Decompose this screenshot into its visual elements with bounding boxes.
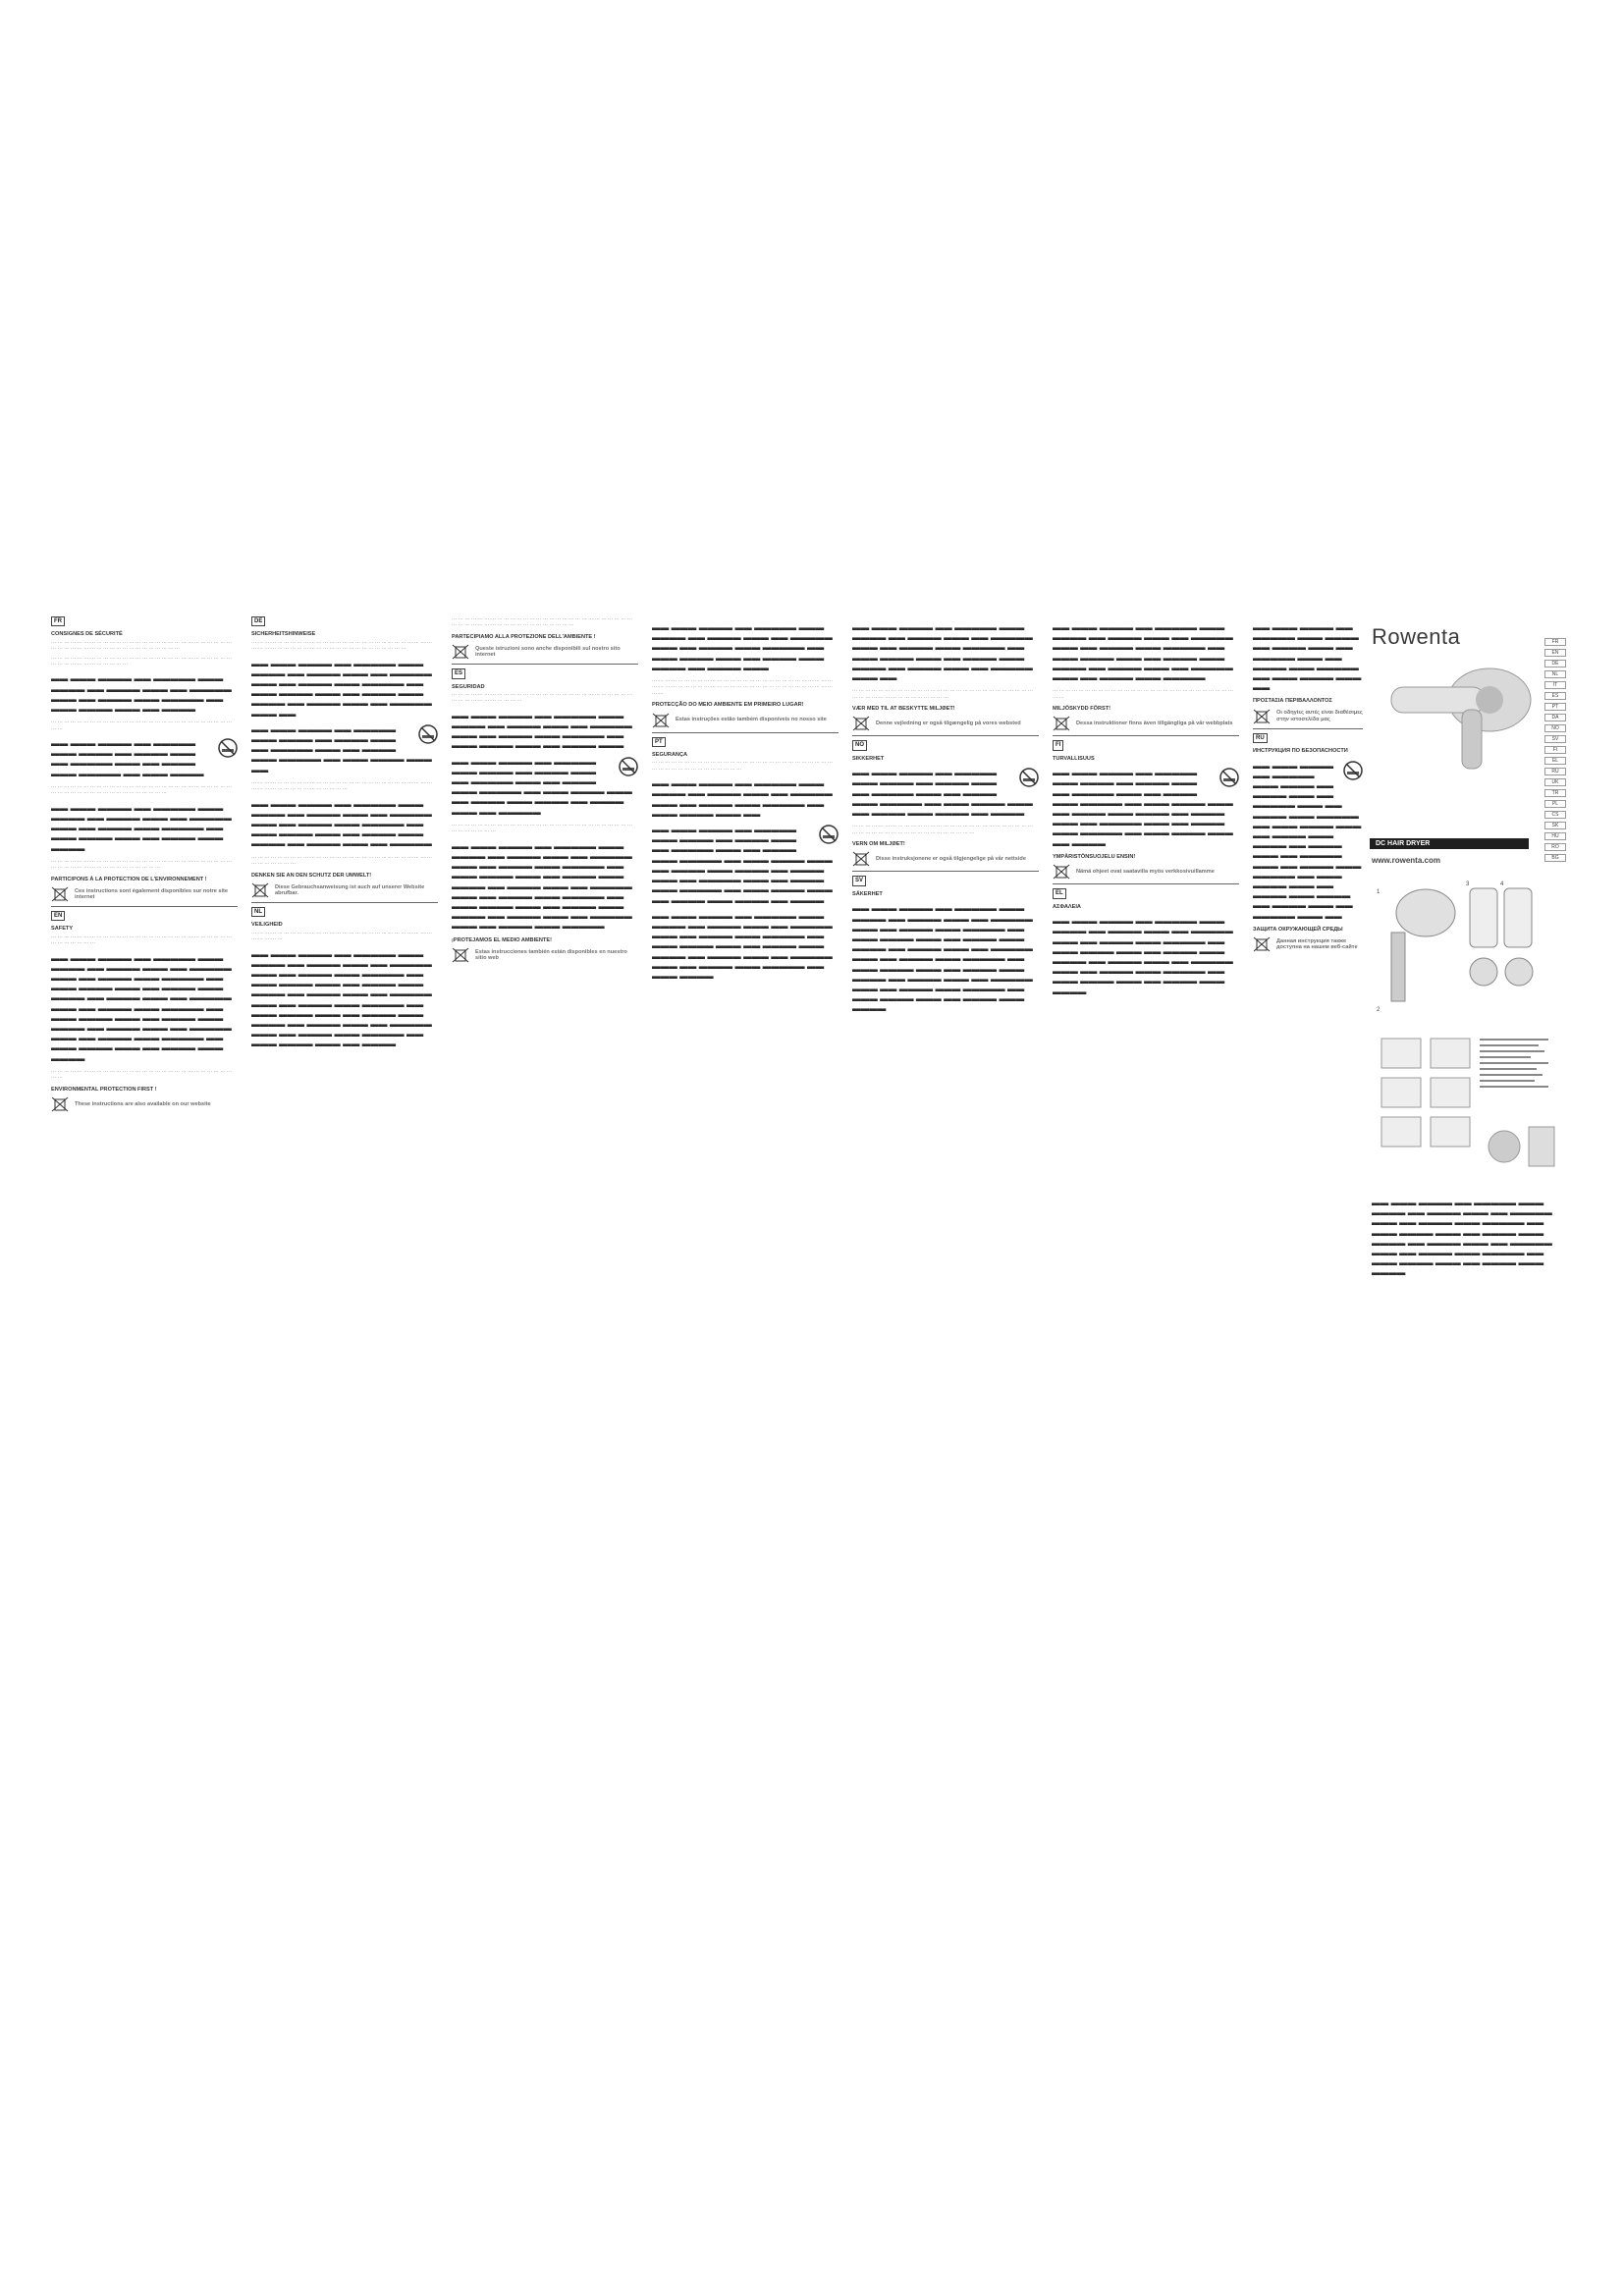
no-bath-icon [1343, 761, 1363, 780]
paragraph: ··· ··· ··· ··· ··· ··· ··· ··· ··· ··· ··· ··· ··· ··· ··· ··· ··· ··· ··· ··· ··· ··· ··· ··· ··· ··· ··· ··· ··· ··· ··· ··· ··· ··· ··· ··· ··· ··· ··· ··· ··· ··· ··· [251, 779, 433, 793]
brand-logo: Rowenta [1372, 624, 1461, 649]
paragraph: ··· ··· ··· ··· ··· ··· ··· ··· ··· ··· ··· ··· ··· ··· ··· ··· ··· ··· ··· ··· ··· ··· ··· ··· ··· ··· ··· ··· ··· ··· ··· ··· ··· ··· ··· ··· ··· ··· ··· ··· ··· ··· ··· ··· ··· [51, 858, 233, 872]
section-title: SEGURIDAD [452, 683, 485, 690]
language-flag: NO [852, 740, 867, 750]
cover-text [1372, 1192, 1568, 1284]
divider [251, 902, 438, 903]
column-header [251, 616, 438, 626]
crossed-bin-icon [852, 851, 870, 867]
highlight-paragraph: ▬▬ ▬▬▬ ▬▬▬▬ ▬▬ ▬▬▬▬▬ ▬▬▬ ▬▬▬▬ ▬▬ ▬▬▬▬ ▬▬▬ ▬▬ ▬▬▬▬▬ ▬▬▬ ▬▬ ▬▬▬▬ ▬▬▬ ▬▬▬▬▬ ▬▬ ▬▬▬ ▬▬▬▬ ▬▬▬ ▬▬ ▬▬▬▬ ▬▬▬ ▬▬▬▬ ▬▬ ▬▬▬▬ ▬▬▬ ▬▬ ▬▬▬▬▬ ▬▬▬ ▬▬ ▬▬▬▬ ▬▬▬ ▬▬▬▬▬ ▬▬ ▬▬▬ ▬▬▬▬ ▬▬▬ ▬▬ ▬▬▬▬ ▬▬▬ ▬▬▬▬ [1372, 1198, 1552, 1278]
highlight-paragraph: ▬▬ ▬▬▬ ▬▬▬▬ ▬▬ ▬▬▬▬▬ ▬▬▬ ▬▬▬▬ ▬▬ ▬▬▬▬ ▬▬▬ ▬▬ ▬▬▬▬▬ ▬▬▬ ▬▬ ▬▬▬▬ ▬▬▬ ▬▬▬▬▬ ▬▬ ▬▬▬ ▬▬▬▬ ▬▬▬ ▬▬ [1253, 622, 1362, 693]
language-flag: EL [1053, 888, 1066, 898]
section-title: DENKEN SIE AN DEN SCHUTZ DER UMWELT! [251, 872, 372, 879]
paragraph: ··· ··· ··· ··· ··· ··· ··· ··· ··· ··· ··· ··· ··· ··· ··· ··· ··· ··· ··· ··· ··· ··· ··· ··· ··· ··· ··· ··· ··· ··· ··· ··· ··· ··· ··· [51, 934, 233, 947]
part-number: 2 [1377, 1007, 1380, 1013]
weee-row [852, 851, 1039, 867]
language-flag: EN [51, 911, 65, 921]
lang-tab: IT [1544, 681, 1566, 689]
paragraph: ··· ··· ··· ··· ··· ··· ··· ··· ··· ··· ··· ··· ··· ··· ··· ··· ··· ··· ··· ··· ··· ··· ··· ··· ··· ··· ··· ··· ··· ··· ··· ··· ··· ··· ··· [452, 822, 633, 835]
crossed-bin-icon [1053, 716, 1070, 731]
paragraph: ··· ··· ··· ··· ··· ··· ··· ··· ··· ··· ··· ··· ··· ··· ··· ··· ··· ··· ··· ··· ··· ··· ··· ··· ··· ··· ··· ··· ··· ··· ··· ··· ··· ··· ··· ··· ··· ··· ··· [452, 692, 633, 705]
highlight-paragraph: ▬▬ ▬▬▬ ▬▬▬▬ ▬▬ ▬▬▬▬▬ ▬▬▬ ▬▬▬▬ ▬▬ ▬▬▬▬ ▬▬▬ ▬▬ ▬▬▬▬▬ ▬▬▬ ▬▬ ▬▬▬▬ ▬▬▬ ▬▬▬▬▬ ▬▬ ▬▬▬ ▬▬▬▬ ▬▬▬ ▬▬ ▬▬▬▬ ▬▬▬ ▬▬▬▬ ▬▬ ▬▬▬▬ ▬▬▬ ▬▬ ▬▬▬▬▬ [251, 798, 432, 849]
weee-row [1253, 709, 1363, 724]
divider [51, 906, 238, 907]
lang-tab: CS [1544, 811, 1566, 819]
lang-tab: EL [1544, 757, 1566, 765]
section-title: ΠΡΟΣΤΑΣΙΑ ΠΕΡΙΒΑΛΛΟΝΤΟΣ [1253, 698, 1332, 705]
weee-row [452, 947, 638, 963]
lang-tab: TR [1544, 789, 1566, 797]
crossed-bin-icon [452, 947, 469, 963]
lang-tab: BG [1544, 854, 1566, 862]
divider [652, 732, 839, 733]
column-fi-el [1053, 616, 1239, 1679]
paragraph: ··· ··· ··· ··· ··· ··· ··· ··· ··· ··· ··· ··· ··· ··· ··· ··· ··· ··· ··· ··· ··· ··· ··· ··· ··· ··· ··· ··· ··· ··· ··· ··· ··· ··· ··· ··· ··· ··· ··· ··· [51, 655, 233, 668]
weee-row [1253, 936, 1363, 952]
part-number: 3 [1466, 881, 1470, 887]
section-title: VÆR MED TIL AT BESKYTTE MILJØET! [852, 706, 955, 713]
language-flag: FR [51, 616, 65, 626]
language-flag: PT [652, 737, 666, 747]
weee-row [251, 882, 438, 898]
column-header [1053, 740, 1239, 750]
highlight-paragraph: ▬▬ ▬▬▬ ▬▬▬▬ ▬▬ ▬▬▬▬▬ ▬▬▬ ▬▬▬▬ ▬▬ ▬▬▬▬ ▬▬▬ ▬▬ ▬▬▬▬▬ ▬▬▬ ▬▬ ▬▬▬▬ ▬▬▬ ▬▬▬▬▬ ▬▬ ▬▬▬ ▬▬▬▬ ▬▬▬ ▬▬ ▬▬▬▬ ▬▬▬ ▬▬▬▬ ▬▬ ▬▬▬▬ ▬▬▬ ▬▬ ▬▬▬▬▬ ▬▬▬ ▬▬ ▬▬▬▬ ▬▬▬ ▬▬▬▬▬ ▬▬ ▬▬▬ ▬▬▬▬ ▬▬▬ ▬▬ ▬▬▬▬ ▬▬▬ ▬▬▬▬ ▬▬ ▬▬▬▬ ▬▬▬ ▬▬ ▬▬▬▬▬ ▬▬▬ ▬▬ ▬▬▬▬ ▬▬▬ ▬▬▬▬▬ [452, 840, 632, 932]
lang-tab: HU [1544, 832, 1566, 840]
section-title: MILJÖSKYDD FÖRST! [1053, 706, 1111, 713]
highlight-paragraph: ▬▬ ▬▬▬ ▬▬▬▬ ▬▬ ▬▬▬▬▬ ▬▬▬ ▬▬▬▬ ▬▬ ▬▬▬▬ ▬▬▬ ▬▬ ▬▬▬▬▬ ▬▬▬ ▬▬ ▬▬▬▬ ▬▬▬ ▬▬▬▬▬ ▬▬ ▬▬▬ ▬▬▬▬ ▬▬▬ ▬▬ ▬▬▬▬ ▬▬▬ ▬▬▬▬ ▬▬ ▬▬▬▬ ▬▬▬ ▬▬ ▬▬▬▬▬ ▬▬▬ ▬▬ ▬▬▬▬ ▬▬▬ ▬▬▬▬▬ [1053, 622, 1233, 683]
weee-text: Nämä ohjeet ovat saatavilla myös verkkosivuillamme [1076, 869, 1215, 876]
language-flag: SV [852, 876, 866, 885]
section-title: SIKKERHET [852, 755, 885, 762]
leaflet-sheet [51, 616, 1571, 1679]
highlight-paragraph: ▬▬ ▬▬▬ ▬▬▬▬ ▬▬ ▬▬▬▬▬ ▬▬▬ ▬▬▬▬ ▬▬ ▬▬▬▬ ▬▬▬ ▬▬ ▬▬▬▬▬ ▬▬▬ ▬▬ ▬▬▬▬ ▬▬▬ ▬▬▬▬▬ ▬▬ ▬▬▬ ▬▬▬▬ ▬▬▬ ▬▬ ▬▬▬▬ ▬▬▬ [452, 710, 632, 751]
highlight-paragraph: ▬▬ ▬▬▬ ▬▬▬▬ ▬▬ ▬▬▬▬▬ ▬▬▬ ▬▬▬▬ ▬▬ ▬▬▬▬ ▬▬▬ ▬▬ ▬▬▬▬▬ ▬▬▬ ▬▬ ▬▬▬▬ ▬▬▬ ▬▬▬▬▬ ▬▬ ▬▬▬ ▬▬▬▬ ▬▬▬ ▬▬ ▬▬▬▬ ▬▬▬ ▬▬▬▬ ▬▬ ▬▬▬▬ ▬▬▬ ▬▬ ▬▬▬▬▬ ▬▬▬ ▬▬ ▬▬▬▬ ▬▬▬ ▬▬▬▬▬ ▬▬ ▬▬▬ ▬▬▬▬ [652, 910, 833, 981]
weee-text: Estas instrucciones también están disponibles en nuestro sitio web [475, 948, 627, 961]
column-header [452, 668, 638, 678]
lang-tab: SK [1544, 822, 1566, 829]
weee-row [652, 713, 839, 728]
language-flag: DE [251, 616, 265, 626]
lang-tab: FR [1544, 638, 1566, 646]
weee-text: Dessa instruktioner finns även tillgängliga på vår webbplats [1076, 721, 1233, 727]
weee-text: Ces instructions sont également disponibles sur notre site internet [75, 887, 229, 900]
website-url: www.rowenta.com [1372, 856, 1440, 865]
weee-row [51, 1096, 238, 1112]
section-title: SEGURANÇA [652, 752, 688, 759]
no-bath-icon [819, 825, 839, 844]
crossed-bin-icon [652, 713, 670, 728]
highlight-paragraph: ▬▬ ▬▬▬ ▬▬▬▬ ▬▬ ▬▬▬▬▬ ▬▬▬ ▬▬▬▬ ▬▬ ▬▬▬▬ ▬▬▬ ▬▬ ▬▬▬▬▬ ▬▬▬ ▬▬ ▬▬▬▬ ▬▬▬ ▬▬▬▬▬ ▬▬ ▬▬▬ ▬▬▬▬ ▬▬▬ ▬▬ [652, 778, 833, 819]
divider [1053, 883, 1239, 884]
language-flag: RU [1253, 733, 1268, 743]
no-bath-icon [418, 724, 438, 744]
part-number: 1 [1377, 889, 1380, 895]
paragraph: ··· ··· ··· ··· ··· ··· ··· ··· ··· ··· ··· ··· ··· ··· ··· ··· ··· ··· ··· ··· ··· ··· ··· ··· ··· ··· ··· ··· ··· ··· [51, 720, 233, 732]
no-bath-icon [218, 738, 238, 758]
weee-text: These instructions are also available on our website [75, 1100, 211, 1107]
crossed-bin-icon [51, 886, 69, 902]
column-header [1253, 733, 1363, 743]
highlight-paragraph: ▬▬ ▬▬▬ ▬▬▬▬ ▬▬ ▬▬▬▬▬ ▬▬▬ ▬▬▬▬ ▬▬ ▬▬▬▬ ▬▬▬ ▬▬ ▬▬▬▬▬ ▬▬▬ ▬▬ ▬▬▬▬ ▬▬▬ ▬▬▬▬▬ ▬▬ ▬▬▬ ▬▬▬▬ ▬▬▬ ▬▬ ▬▬▬▬ ▬▬▬ ▬▬▬▬ ▬▬ ▬▬▬▬ ▬▬▬ [652, 622, 833, 672]
section-title: PROTECÇÃO DO MEIO AMBIENTE EM PRIMEIRO LUGAR! [652, 702, 804, 709]
highlight-paragraph: ▬▬ ▬▬▬ ▬▬▬▬ ▬▬ ▬▬▬▬▬ ▬▬▬ ▬▬▬▬ ▬▬ ▬▬▬▬ ▬▬▬ ▬▬ ▬▬▬▬▬ ▬▬▬ ▬▬ ▬▬▬▬ ▬▬▬ ▬▬▬▬▬ ▬▬ ▬▬▬ ▬▬▬▬ ▬▬▬ ▬▬ [251, 724, 438, 774]
language-flag: ES [452, 668, 465, 678]
highlight-paragraph: ▬▬ ▬▬▬ ▬▬▬▬ ▬▬ ▬▬▬▬▬ ▬▬▬ ▬▬▬▬ ▬▬ ▬▬▬▬ ▬▬▬ ▬▬ ▬▬▬▬▬ ▬▬▬ ▬▬ ▬▬▬▬ ▬▬▬ ▬▬▬▬▬ ▬▬ ▬▬▬ ▬▬▬▬ ▬▬▬ ▬▬ ▬▬▬▬ ▬▬▬ ▬▬▬▬ ▬▬ ▬▬▬▬ [852, 768, 1039, 818]
weee-text: Diese Gebrauchsanweisung ist auch auf unserer Website abrufbar. [275, 883, 425, 896]
column-header [852, 876, 1039, 885]
highlight-paragraph: ▬▬ ▬▬▬ ▬▬▬▬ ▬▬ ▬▬▬▬▬ ▬▬▬ ▬▬▬▬ ▬▬ ▬▬▬▬ ▬▬▬ ▬▬ ▬▬▬▬▬ ▬▬▬ ▬▬ ▬▬▬▬ ▬▬▬ ▬▬▬▬▬ ▬▬ ▬▬▬ ▬▬▬▬ ▬▬▬ ▬▬ ▬▬▬▬ ▬▬▬ ▬▬▬▬ ▬▬ ▬▬▬▬ ▬▬▬ ▬▬ ▬▬▬▬▬ ▬▬▬ ▬▬ ▬▬▬▬ ▬▬▬ ▬▬▬▬▬ ▬▬ ▬▬▬ ▬▬▬▬ ▬▬▬ ▬▬ ▬▬▬▬ ▬▬▬ ▬▬▬▬ ▬▬ ▬▬▬▬ ▬▬▬ ▬▬ ▬▬▬▬▬ ▬▬▬ ▬▬ ▬▬▬▬ ▬▬▬ ▬▬▬▬▬ ▬▬ ▬▬▬ ▬▬▬▬ ▬▬▬ ▬▬ ▬▬▬▬ ▬▬▬ ▬▬▬▬ [51, 952, 232, 1063]
paragraph: ··· ··· ··· ··· ··· ··· ··· ··· ··· ··· ··· ··· ··· ··· ··· ··· ··· ··· ··· ··· ··· ··· ··· ··· ··· ··· ··· ··· ··· ··· [1053, 688, 1234, 701]
part-number: 4 [1500, 881, 1504, 887]
crossed-bin-icon [251, 882, 269, 898]
paragraph: ··· ··· ··· ··· ··· ··· ··· ··· ··· ··· ··· ··· ··· ··· ··· ··· ··· ··· ··· ··· ··· ··· ··· ··· ··· ··· ··· ··· ··· ··· ··· ··· ··· ··· ··· ··· ··· ··· ··· ··· ··· ··· ··· ··· ··· ··· ··· ··· ··· ··· ··· ··· ··· ··· ··· ··· ··· ··· [652, 678, 834, 697]
paragraph: ··· ··· ··· ··· ··· ··· ··· ··· ··· ··· ··· ··· ··· ··· ··· ··· ··· ··· ··· ··· ··· ··· ··· ··· ··· ··· ··· ··· ··· ··· ··· ··· ··· ··· ··· [251, 854, 433, 868]
weee-text: Estas instruções estão também disponíveis no nosso site [676, 717, 827, 723]
section-title: ΑΣΦΑΛΕΙΑ [1053, 903, 1081, 910]
product-name-bar: DC HAIR DRYER [1370, 838, 1529, 849]
column-header [852, 740, 1039, 750]
crossed-bin-icon [452, 644, 469, 660]
divider [1253, 728, 1363, 729]
lang-tab: UK [1544, 778, 1566, 786]
no-bath-icon [619, 757, 638, 776]
column-header [51, 616, 238, 626]
section-title: CONSIGNES DE SÉCURITÉ [51, 631, 123, 638]
highlight-paragraph: ▬▬ ▬▬▬ ▬▬▬▬ ▬▬ ▬▬▬▬▬ ▬▬▬ ▬▬▬▬ ▬▬ ▬▬▬▬ ▬▬▬ ▬▬ ▬▬▬▬▬ ▬▬▬ ▬▬ ▬▬▬▬ ▬▬▬ ▬▬▬▬▬ ▬▬ ▬▬▬ ▬▬▬▬ ▬▬▬ ▬▬ ▬▬▬▬ ▬▬▬ ▬▬▬▬ ▬▬ ▬▬▬▬ ▬▬▬ ▬▬ ▬▬▬▬▬ ▬▬▬ ▬▬ ▬▬▬▬ ▬▬▬ ▬▬▬▬▬ ▬▬ ▬▬▬ ▬▬▬▬ ▬▬▬ ▬▬ ▬▬▬▬ ▬▬▬ ▬▬▬▬ [1053, 916, 1233, 996]
highlight-paragraph: ▬▬ ▬▬▬ ▬▬▬▬ ▬▬ ▬▬▬▬▬ ▬▬▬ ▬▬▬▬ ▬▬ ▬▬▬▬ ▬▬▬ ▬▬ ▬▬▬▬▬ ▬▬▬ ▬▬ ▬▬▬▬ ▬▬▬ ▬▬▬▬▬ ▬▬ ▬▬▬ ▬▬▬▬ ▬▬▬ ▬▬ ▬▬▬▬ ▬▬▬ ▬▬▬▬ [51, 802, 232, 853]
column-header [251, 907, 438, 917]
highlight-paragraph: ▬▬ ▬▬▬ ▬▬▬▬ ▬▬ ▬▬▬▬▬ ▬▬▬ ▬▬▬▬ ▬▬ ▬▬▬▬ ▬▬▬ ▬▬ ▬▬▬▬▬ ▬▬▬ ▬▬ ▬▬▬▬ ▬▬▬ ▬▬▬▬▬ ▬▬ ▬▬▬ ▬▬▬▬ ▬▬▬ ▬▬ ▬▬▬▬ ▬▬▬ ▬▬▬▬ ▬▬ ▬▬▬▬ ▬▬▬ ▬▬ ▬▬▬▬▬ ▬▬▬ ▬▬ ▬▬▬▬ ▬▬▬ ▬▬▬▬▬ ▬▬ ▬▬▬ ▬▬▬▬ ▬▬▬ ▬▬ ▬▬▬▬ ▬▬▬ ▬▬▬▬ ▬▬ ▬▬▬▬ ▬▬▬ ▬▬ ▬▬▬▬▬ ▬▬▬ ▬▬ ▬▬▬▬ ▬▬▬ ▬▬▬▬▬ ▬▬ ▬▬▬ ▬▬▬▬ ▬▬▬ ▬▬ ▬▬▬▬ [251, 948, 432, 1049]
section-title: VERN OM MILJØET! [852, 841, 905, 848]
weee-row [1053, 864, 1239, 880]
highlight-paragraph: ▬▬ ▬▬▬ ▬▬▬▬ ▬▬ ▬▬▬▬▬ ▬▬▬ ▬▬▬▬ ▬▬ ▬▬▬▬ ▬▬▬ ▬▬ ▬▬▬▬▬ ▬▬▬ ▬▬ ▬▬▬▬ ▬▬▬ ▬▬▬▬▬ ▬▬ ▬▬▬ ▬▬▬▬ ▬▬▬ ▬▬ ▬▬▬▬ ▬▬▬ ▬▬▬▬ ▬▬ ▬▬▬▬ ▬▬▬ ▬▬ ▬▬▬▬▬ ▬▬▬ ▬▬ [852, 622, 1033, 683]
section-title: ЗАЩИТА ОКРУЖАЮЩЕЙ СРЕДЫ [1253, 926, 1343, 933]
paragraph: ··· ··· ··· ··· ··· ··· ··· ··· ··· ··· ··· ··· ··· ··· ··· ··· ··· ··· ··· ··· ··· ··· ··· ··· ··· ··· ··· ··· ··· ··· [51, 1068, 233, 1082]
weee-row [1053, 716, 1239, 731]
no-bath-icon [1019, 768, 1039, 787]
crossed-bin-icon [1253, 936, 1271, 952]
lang-tab: RO [1544, 843, 1566, 851]
language-tabs [1544, 638, 1566, 865]
highlight-paragraph: ▬▬ ▬▬▬ ▬▬▬▬ ▬▬ ▬▬▬▬▬ ▬▬▬ ▬▬▬▬ ▬▬ ▬▬▬▬ ▬▬▬ ▬▬ ▬▬▬▬▬ ▬▬▬ ▬▬ ▬▬▬▬ ▬▬▬ ▬▬▬▬▬ ▬▬ ▬▬▬ ▬▬▬▬ ▬▬▬ ▬▬ ▬▬▬▬ ▬▬▬ ▬▬▬▬ ▬▬ ▬▬▬▬ ▬▬▬ ▬▬ ▬▬▬▬▬ ▬▬▬ ▬▬ ▬▬▬▬ ▬▬▬ ▬▬▬▬▬ ▬▬ ▬▬▬ ▬▬▬▬ ▬▬▬ ▬▬ ▬▬▬▬ ▬▬▬ ▬▬▬▬ ▬▬ ▬▬▬▬ ▬▬▬ ▬▬ ▬▬▬▬▬ ▬▬▬ ▬▬ [1253, 760, 1362, 921]
paragraph: ··· ··· ··· ··· ··· ··· ··· ··· ··· ··· ··· ··· ··· ··· ··· ··· ··· ··· ··· ··· ··· ··· ··· ··· ··· ··· ··· ··· ··· ··· ··· ··· ··· ··· ··· ··· ··· ··· ··· ··· ··· ··· ··· ··· ··· ··· ··· ··· ··· ··· ··· ··· [251, 639, 433, 653]
cover-panel [1370, 616, 1571, 1679]
accessories-diagram [1372, 1029, 1568, 1186]
lang-tab: PL [1544, 800, 1566, 808]
column-pt [652, 616, 839, 1679]
lang-tab: FI [1544, 746, 1566, 754]
crossed-bin-icon [1053, 864, 1070, 880]
lang-tab: DE [1544, 660, 1566, 667]
divider [852, 871, 1039, 872]
paragraph: ··· ··· ··· ··· ··· ··· ··· ··· ··· ··· ··· ··· ··· ··· ··· ··· ··· ··· ··· ··· ··· ··· ··· ··· ··· ··· ··· ··· ··· ··· ··· ··· ··· ··· ··· ··· ··· ··· ··· ··· ··· ··· ··· ··· ··· ··· ··· ··· [51, 639, 233, 653]
column-header [652, 737, 839, 747]
column-it-es [452, 616, 638, 1679]
paragraph: ··· ··· ··· ··· ··· ··· ··· ··· ··· ··· ··· ··· ··· ··· ··· ··· ··· ··· ··· ··· ··· ··· ··· ··· ··· ··· ··· ··· ··· ··· ··· ··· ··· ··· ··· ··· ··· ··· ··· ··· ··· ··· [652, 760, 834, 773]
lang-tab: SV [1544, 735, 1566, 743]
lang-tab: ES [1544, 692, 1566, 700]
language-flag: NL [251, 907, 265, 917]
highlight-paragraph: ▬▬ ▬▬▬ ▬▬▬▬ ▬▬ ▬▬▬▬▬ ▬▬▬ ▬▬▬▬ ▬▬ ▬▬▬▬ ▬▬▬ ▬▬ ▬▬▬▬▬ ▬▬▬ ▬▬ ▬▬▬▬ ▬▬▬ ▬▬▬▬▬ ▬▬ ▬▬▬ ▬▬▬▬ ▬▬▬ ▬▬ ▬▬▬▬ ▬▬▬ ▬▬▬▬ ▬▬ ▬▬▬▬ ▬▬▬ ▬▬ ▬▬▬▬▬ ▬▬▬ ▬▬ ▬▬▬▬ ▬▬▬ ▬▬▬▬▬ ▬▬ ▬▬▬ ▬▬▬▬ ▬▬▬ ▬▬ ▬▬▬▬ [1053, 768, 1239, 848]
section-title: PARTECIPIAMO ALLA PROTEZIONE DELL'AMBIENTE ! [452, 633, 596, 640]
weee-row [452, 644, 638, 660]
lang-tab: NL [1544, 670, 1566, 678]
section-title: YMPÄRISTÖNSUOJELU ENSIN! [1053, 853, 1136, 860]
divider [852, 735, 1039, 736]
column-fr-en [51, 616, 238, 1679]
crossed-bin-icon [1253, 709, 1271, 724]
weee-text: Данная инструкция также доступна на нашем веб-сайте [1276, 937, 1358, 951]
section-title: PARTICIPONS À LA PROTECTION DE L'ENVIRONNEMENT ! [51, 876, 207, 882]
section-title: TURVALLISUUS [1053, 755, 1095, 762]
highlight-paragraph: ▬▬ ▬▬▬ ▬▬▬▬ ▬▬ ▬▬▬▬▬ ▬▬▬ ▬▬▬▬ ▬▬ ▬▬▬▬ ▬▬▬ ▬▬ ▬▬▬▬▬ ▬▬▬ ▬▬ ▬▬▬▬ ▬▬▬ ▬▬▬▬▬ ▬▬ ▬▬▬ ▬▬▬▬ ▬▬▬ ▬▬ ▬▬▬▬ [51, 673, 232, 715]
column-da-no-sv [852, 616, 1039, 1679]
section-title: ИНСТРУКЦИЯ ПО БЕЗОПАСНОСТИ [1253, 748, 1348, 755]
lang-tab: RU [1544, 768, 1566, 775]
column-de-nl [251, 616, 438, 1679]
lang-tab: DA [1544, 714, 1566, 721]
no-bath-icon [1219, 768, 1239, 787]
column-header [51, 911, 238, 921]
paragraph: ··· ··· ··· ··· ··· ··· ··· ··· ··· ··· ··· ··· ··· ··· ··· ··· ··· ··· ··· ··· ··· ··· ··· ··· ··· ··· ··· ··· ··· ··· ··· ··· ··· ··· ··· ··· ··· ··· ··· ··· ··· ··· ··· ··· ··· ··· ··· [452, 616, 633, 629]
crossed-bin-icon [51, 1096, 69, 1112]
divider [1053, 735, 1239, 736]
highlight-paragraph: ▬▬ ▬▬▬ ▬▬▬▬ ▬▬ ▬▬▬▬▬ ▬▬▬ ▬▬▬▬ ▬▬ ▬▬▬▬ ▬▬▬ ▬▬ ▬▬▬▬▬ ▬▬▬ ▬▬ ▬▬▬▬ ▬▬▬ ▬▬▬▬▬ ▬▬ ▬▬▬ ▬▬▬▬ ▬▬▬ ▬▬ ▬▬▬▬ ▬▬▬ ▬▬▬▬ ▬▬ ▬▬▬▬ ▬▬▬ ▬▬ ▬▬▬▬▬ ▬▬▬ ▬▬ ▬▬▬▬ ▬▬▬ ▬▬▬▬▬ ▬▬ ▬▬▬ ▬▬▬▬ ▬▬▬ ▬▬ ▬▬▬▬ ▬▬▬ ▬▬▬▬ ▬▬ ▬▬▬▬ ▬▬▬ ▬▬ ▬▬▬▬▬ ▬▬▬ ▬▬ ▬▬▬▬ ▬▬▬ ▬▬▬▬▬ ▬▬ ▬▬▬ ▬▬▬▬ ▬▬▬ ▬▬ ▬▬▬▬ ▬▬▬ ▬▬▬▬ [852, 903, 1033, 1014]
lang-tab: EN [1544, 649, 1566, 657]
section-title: SICHERHEITSHINWEISE [251, 631, 316, 638]
column-header [1053, 888, 1239, 898]
weee-row [51, 886, 238, 902]
section-title: VEILIGHEID [251, 922, 283, 929]
column-el-ru [1253, 616, 1363, 1679]
highlight-paragraph: ▬▬ ▬▬▬ ▬▬▬▬ ▬▬ ▬▬▬▬▬ ▬▬▬ ▬▬▬▬ ▬▬ ▬▬▬▬ ▬▬▬ ▬▬ ▬▬▬▬▬ ▬▬▬ ▬▬ ▬▬▬▬ ▬▬▬ ▬▬▬▬▬ ▬▬ ▬▬▬ ▬▬▬▬ ▬▬▬ ▬▬ ▬▬▬▬ ▬▬▬ ▬▬▬▬ ▬▬ ▬▬▬▬ ▬▬▬ ▬▬ ▬▬▬▬▬ ▬▬▬ ▬▬ ▬▬▬▬ ▬▬▬ ▬▬▬▬▬ ▬▬ ▬▬▬ ▬▬▬▬ ▬▬▬ ▬▬ ▬▬▬▬ ▬▬▬ ▬▬▬▬ ▬▬ ▬▬▬▬ [652, 825, 839, 905]
product-diagram [1372, 874, 1563, 1021]
paragraph: ··· ··· ··· ··· ··· ··· ··· ··· ··· ··· ··· ··· ··· ··· ··· ··· ··· ··· ··· ··· ··· ··· ··· ··· ··· ··· ··· ··· ··· ··· ··· ··· ··· ··· ··· ··· ··· ··· ··· ··· ··· ··· ··· [852, 688, 1034, 701]
crossed-bin-icon [852, 716, 870, 731]
language-flag: FI [1053, 740, 1063, 750]
section-title: SAFETY [51, 926, 74, 933]
divider [452, 664, 638, 665]
lang-tab: NO [1544, 724, 1566, 732]
weee-text: Οι οδηγίες αυτές είναι διαθέσιμες στην ιστοσελίδα μας [1276, 710, 1363, 722]
section-title: ENVIRONMENTAL PROTECTION FIRST ! [51, 1086, 157, 1093]
paragraph: ··· ··· ··· ··· ··· ··· ··· ··· ··· ··· ··· ··· ··· ··· ··· ··· ··· ··· ··· ··· ··· ··· ··· ··· ··· ··· ··· ··· ··· ··· ··· ··· ··· ··· ··· ··· ··· ··· ··· ··· ··· ··· ··· ··· ··· ··· [51, 783, 233, 797]
section-title: ¡PROTEJAMOS EL MEDIO AMBIENTE! [452, 936, 552, 943]
lang-tab: PT [1544, 703, 1566, 711]
weee-text: Disse instruksjonene er også tilgjengelige på vår nettside [876, 856, 1026, 863]
weee-row [852, 716, 1039, 731]
highlight-paragraph: ▬▬ ▬▬▬ ▬▬▬▬ ▬▬ ▬▬▬▬▬ ▬▬▬ ▬▬▬▬ ▬▬ ▬▬▬▬ ▬▬▬ ▬▬ ▬▬▬▬▬ ▬▬▬ ▬▬ ▬▬▬▬ ▬▬▬ ▬▬▬▬▬ ▬▬ ▬▬▬ ▬▬▬▬ ▬▬▬ ▬▬ ▬▬▬▬ ▬▬▬ ▬▬▬▬ ▬▬ ▬▬▬▬ ▬▬▬ ▬▬ ▬▬▬▬▬ ▬▬▬ ▬▬ [251, 658, 432, 719]
highlight-paragraph: ▬▬ ▬▬▬ ▬▬▬▬ ▬▬ ▬▬▬▬▬ ▬▬▬ ▬▬▬▬ ▬▬ ▬▬▬▬ ▬▬▬ ▬▬ ▬▬▬▬▬ ▬▬▬ ▬▬ ▬▬▬▬ ▬▬▬ ▬▬▬▬▬ ▬▬ ▬▬▬ ▬▬▬▬ ▬▬▬ ▬▬ ▬▬▬▬ ▬▬▬ ▬▬▬▬ ▬▬ ▬▬▬▬ ▬▬▬ ▬▬ ▬▬▬▬▬ [452, 757, 638, 817]
hair-dryer-image [1372, 656, 1539, 774]
section-title: SÄKERHET [852, 890, 883, 897]
paragraph: ··· ··· ··· ··· ··· ··· ··· ··· ··· ··· ··· ··· ··· ··· ··· ··· ··· ··· ··· ··· ··· ··· ··· ··· ··· ··· ··· ··· ··· ··· ··· ··· ··· [251, 930, 433, 943]
highlight-paragraph: ▬▬ ▬▬▬ ▬▬▬▬ ▬▬ ▬▬▬▬▬ ▬▬▬ ▬▬▬▬ ▬▬ ▬▬▬▬ ▬▬▬ ▬▬ ▬▬▬▬▬ ▬▬▬ ▬▬ ▬▬▬▬ ▬▬▬ ▬▬▬▬▬ ▬▬ ▬▬▬ ▬▬▬▬ [51, 738, 238, 778]
paragraph: ··· ··· ··· ··· ··· ··· ··· ··· ··· ··· ··· ··· ··· ··· ··· ··· ··· ··· ··· ··· ··· ··· ··· ··· ··· ··· ··· ··· ··· ··· ··· ··· ··· ··· ··· ··· ··· ··· ··· ··· ··· ··· ··· ··· ··· ··· ··· [852, 824, 1034, 836]
weee-text: Denne vejledning er også tilgængelig på vores websted [876, 721, 1021, 727]
weee-text: Queste istruzioni sono anche disponibili sul nostro sito internet [475, 645, 621, 659]
